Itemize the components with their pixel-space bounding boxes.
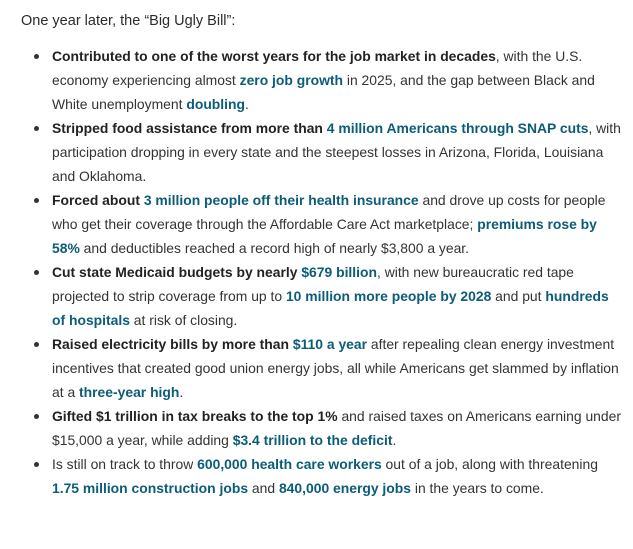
inline-link[interactable]: 3 million people off their health insurance <box>143 192 419 208</box>
bold-text: Contributed to one of the worst years for the job market in decades <box>52 48 496 64</box>
body-text: and deductibles reached a record high of nearly $3,800 a year. <box>79 240 470 256</box>
body-text: in the years to come. <box>411 480 544 496</box>
body-text: and put <box>491 288 546 304</box>
inline-link[interactable]: 1.75 million construction jobs <box>52 480 249 496</box>
bold-text: Cut state Medicaid budgets by nearly <box>52 264 302 280</box>
bold-text: Forced about <box>52 192 144 208</box>
body-text: . <box>244 96 249 112</box>
body-text: and <box>248 480 279 496</box>
body-text: at risk of closing. <box>129 312 238 328</box>
inline-link[interactable]: 840,000 energy jobs <box>278 480 411 496</box>
body-text: , with new bureaucratic red tape projected to strip coverage from up to <box>52 264 574 304</box>
bullet-item <box>21 332 622 404</box>
bold-text: Raised electricity bills by more than <box>52 336 293 352</box>
bullet-item <box>21 116 622 188</box>
bullet-item <box>21 44 622 116</box>
body-text: , with participation dropping in every state and the steepest losses in Arizona, Florida, Louisiana and Oklahoma. <box>52 120 621 184</box>
inline-link[interactable]: 4 million Americans through SNAP cuts <box>326 120 589 136</box>
body-text: . <box>179 384 184 400</box>
body-text: Is still on track to throw <box>52 456 198 472</box>
inline-link[interactable]: premiums rose by 58% <box>52 216 597 256</box>
inline-link[interactable]: 10 million more people by 2028 <box>285 288 492 304</box>
bullet-item <box>21 404 622 452</box>
inline-link[interactable]: zero job growth <box>239 72 344 88</box>
body-text: out of a job, along with threatening <box>381 456 598 472</box>
intro-heading: One year later, the “Big Ugly Bill”: <box>21 13 236 29</box>
inline-link[interactable]: 600,000 health care workers <box>197 456 382 472</box>
bold-text: Stripped food assistance from more than <box>52 120 327 136</box>
body-text: after repealing clean energy investment incentives that created good union energy jobs, all while Americans get slammed by inflation at a <box>52 336 619 400</box>
inline-link[interactable]: three-year high <box>79 384 180 400</box>
body-text: . <box>392 432 397 448</box>
body-text: , with the U.S. economy experiencing almost <box>52 48 583 88</box>
body-text: and raised taxes on Americans earning under $15,000 a year, while adding <box>52 408 621 448</box>
inline-link[interactable]: $3.4 trillion to the deficit <box>232 432 393 448</box>
body-text: in 2025, and the gap between Black and White unemployment <box>52 72 595 112</box>
bold-text: Gifted $1 trillion in tax breaks to the top 1% <box>52 408 338 424</box>
bullet-item <box>21 260 622 332</box>
bullet-item <box>21 188 622 260</box>
inline-link[interactable]: hundreds of hospitals <box>52 288 609 328</box>
body-text: and drove up costs for people who get their coverage through the Affordable Care Act marketplace; <box>52 192 606 232</box>
bullet-list <box>21 44 633 500</box>
inline-link[interactable]: $679 billion <box>301 264 377 280</box>
bullet-item <box>21 452 622 500</box>
inline-link[interactable]: $110 a year <box>292 336 368 352</box>
inline-link[interactable]: doubling <box>186 96 245 112</box>
